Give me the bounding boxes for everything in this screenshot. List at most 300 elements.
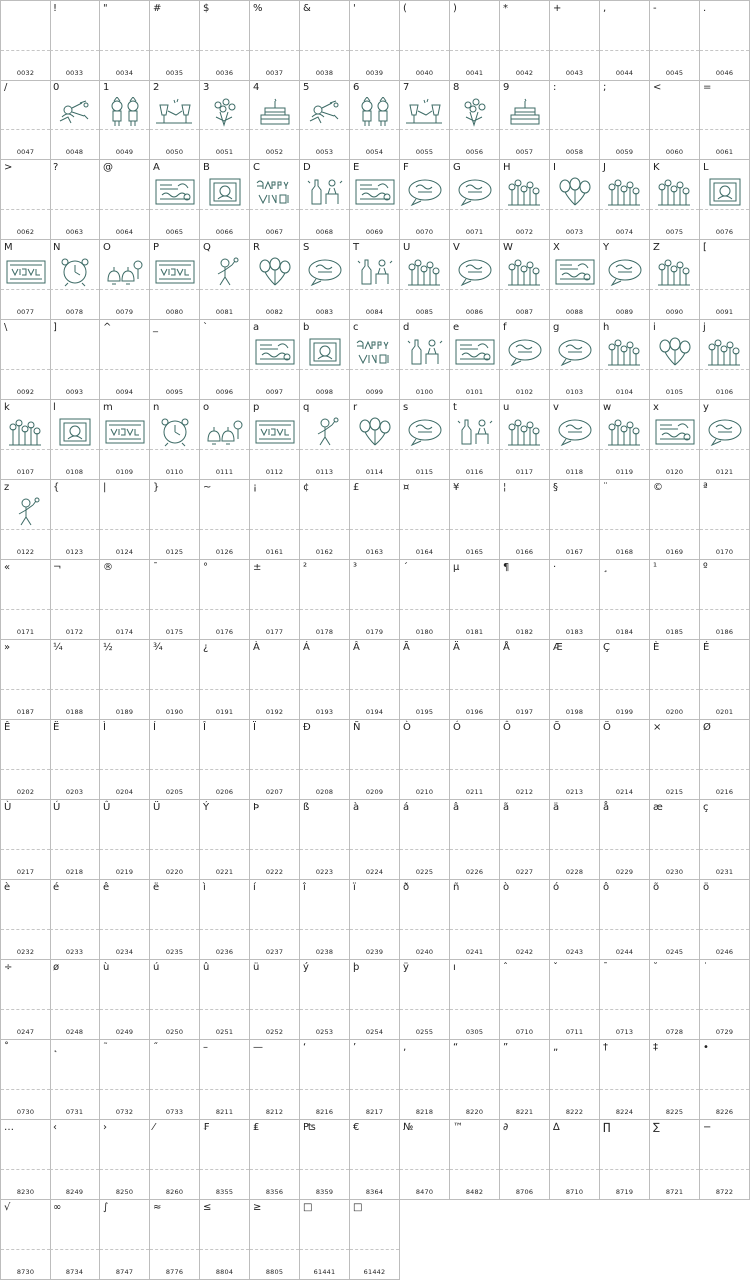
baseline-guide bbox=[50, 1249, 99, 1250]
glyph-cell bbox=[150, 480, 200, 560]
baseline-guide bbox=[50, 529, 99, 530]
cell-code: 0233 bbox=[65, 948, 84, 956]
baseline-guide bbox=[450, 529, 499, 530]
glyph-cell bbox=[350, 1120, 400, 1200]
baseline-guide bbox=[600, 929, 649, 930]
glyph-cell bbox=[400, 880, 450, 960]
cell-character: W bbox=[503, 242, 513, 253]
glyph-cell bbox=[200, 960, 250, 1040]
cell-character: □ bbox=[353, 1202, 363, 1213]
glyph-cell bbox=[100, 480, 150, 560]
glyph-cell bbox=[650, 480, 700, 560]
baseline-guide bbox=[300, 1249, 349, 1250]
baseline-guide bbox=[150, 1249, 199, 1250]
cell-character: Ê bbox=[4, 722, 11, 733]
cell-code: 0059 bbox=[615, 148, 634, 156]
cell-code: 0076 bbox=[715, 228, 734, 236]
cell-character: ⁄ bbox=[153, 1122, 155, 1133]
glyph-cell bbox=[200, 480, 250, 560]
bubble-illustration bbox=[404, 177, 446, 207]
baseline-guide bbox=[600, 849, 649, 850]
glyph-cell bbox=[0, 240, 51, 320]
cell-character: ~ bbox=[203, 482, 212, 493]
cell-code: 0244 bbox=[615, 948, 634, 956]
cell-code: 0189 bbox=[115, 708, 134, 716]
cell-character: J bbox=[603, 162, 606, 173]
cell-code: 0122 bbox=[16, 548, 35, 556]
cell-code: 0200 bbox=[665, 708, 684, 716]
cell-code: 0077 bbox=[16, 308, 35, 316]
baseline-guide bbox=[1, 1249, 50, 1250]
cell-character: ‚ bbox=[403, 1042, 407, 1053]
glyph-cell bbox=[600, 880, 650, 960]
cell-character: S bbox=[303, 242, 310, 253]
figure-illustration bbox=[304, 417, 346, 447]
glyph-cell bbox=[150, 880, 200, 960]
glyph-cell bbox=[200, 0, 250, 81]
cell-code: 0242 bbox=[515, 948, 534, 956]
glyph-cell bbox=[150, 560, 200, 640]
cell-code: 0223 bbox=[315, 868, 334, 876]
baseline-guide bbox=[600, 689, 649, 690]
glyph-cell bbox=[700, 880, 750, 960]
figure-illustration bbox=[5, 497, 47, 527]
cell-code: 0115 bbox=[415, 468, 434, 476]
baseline-guide bbox=[500, 609, 549, 610]
cell-character: & bbox=[303, 3, 311, 14]
cell-code: 0119 bbox=[615, 468, 634, 476]
glyph-cell bbox=[0, 560, 51, 640]
cell-code: 0232 bbox=[16, 948, 35, 956]
cell-code: 0111 bbox=[215, 468, 234, 476]
cell-character: ² bbox=[303, 562, 308, 573]
glyph-cell bbox=[50, 160, 100, 240]
cell-character: × bbox=[653, 722, 662, 733]
glyph-cell bbox=[650, 880, 700, 960]
cell-code: 0728 bbox=[665, 1028, 684, 1036]
glyph-cell bbox=[200, 160, 250, 240]
glyph-cell bbox=[150, 1120, 200, 1200]
glyph-cell bbox=[150, 1040, 200, 1120]
cell-code: 0191 bbox=[215, 708, 234, 716]
glyph-cell bbox=[50, 1120, 100, 1200]
baseline-guide bbox=[450, 369, 499, 370]
baseline-guide bbox=[400, 769, 449, 770]
cell-character: % bbox=[253, 3, 263, 14]
baseline-guide bbox=[650, 129, 699, 130]
cell-character: Ð bbox=[303, 722, 311, 733]
cell-character: v bbox=[553, 402, 559, 413]
cell-code: 0052 bbox=[265, 148, 284, 156]
glyph-cell bbox=[600, 960, 650, 1040]
cell-character: □ bbox=[303, 1202, 313, 1213]
cell-code: 0197 bbox=[515, 708, 534, 716]
glyph-cell bbox=[200, 800, 250, 880]
glyph-cell bbox=[250, 720, 300, 800]
card-illustration bbox=[554, 257, 596, 287]
cell-character: ÷ bbox=[4, 962, 13, 973]
baseline-guide bbox=[550, 50, 599, 51]
cell-code: 0070 bbox=[415, 228, 434, 236]
bubble-illustration bbox=[604, 257, 646, 287]
baseline-guide bbox=[350, 289, 399, 290]
glyph-cell bbox=[450, 160, 500, 240]
cell-code: 0091 bbox=[715, 308, 734, 316]
cell-code: 8364 bbox=[365, 1188, 384, 1196]
baseline-guide bbox=[250, 849, 299, 850]
cell-code: 0228 bbox=[565, 868, 584, 876]
baseline-guide bbox=[50, 449, 99, 450]
cell-character: r bbox=[353, 402, 358, 413]
baseline-guide bbox=[600, 209, 649, 210]
cell-code: 0072 bbox=[515, 228, 534, 236]
cell-code: 0058 bbox=[565, 148, 584, 156]
glyph-cell bbox=[0, 720, 51, 800]
glyph-cell bbox=[450, 880, 500, 960]
cell-code: 0219 bbox=[115, 868, 134, 876]
cell-code: 0114 bbox=[365, 468, 384, 476]
baseline-guide bbox=[650, 929, 699, 930]
cell-code: 0214 bbox=[615, 788, 634, 796]
baseline-guide bbox=[100, 769, 149, 770]
glyph-cell bbox=[50, 320, 100, 400]
baseline-guide bbox=[50, 1169, 99, 1170]
cell-character: Ï bbox=[253, 722, 256, 733]
glyph-cell bbox=[700, 80, 750, 160]
baseline-guide bbox=[650, 689, 699, 690]
glyph-cell bbox=[700, 0, 750, 81]
cell-character: æ bbox=[653, 802, 663, 813]
glyph-cell bbox=[200, 80, 250, 160]
cell-code: 0179 bbox=[365, 628, 384, 636]
cell-character: ¡ bbox=[253, 482, 258, 493]
cell-code: 0083 bbox=[315, 308, 334, 316]
cell-character: ¼ bbox=[53, 642, 63, 653]
baseline-guide bbox=[150, 449, 199, 450]
baseline-guide bbox=[150, 769, 199, 770]
cell-character: ÿ bbox=[403, 962, 409, 973]
baseline-guide bbox=[450, 289, 499, 290]
baseline-guide bbox=[100, 849, 149, 850]
frame-illustration bbox=[704, 177, 746, 207]
glyph-cell bbox=[650, 640, 700, 720]
cell-code: 0085 bbox=[415, 308, 434, 316]
cell-code: 8221 bbox=[515, 1108, 534, 1116]
cell-code: 0243 bbox=[565, 948, 584, 956]
cell-character: „ bbox=[553, 1042, 559, 1053]
baseline-guide bbox=[1, 50, 50, 51]
glyph-cell bbox=[600, 1040, 650, 1120]
baseline-guide bbox=[700, 209, 749, 210]
baseline-guide bbox=[250, 769, 299, 770]
party-illustration bbox=[654, 257, 696, 287]
baseline-guide bbox=[300, 529, 349, 530]
baseline-guide bbox=[650, 449, 699, 450]
baseline-guide bbox=[300, 609, 349, 610]
glyph-cell bbox=[200, 320, 250, 400]
cell-character: ™ bbox=[453, 1122, 463, 1133]
cell-character: 4 bbox=[253, 82, 260, 93]
cell-code: 0055 bbox=[415, 148, 434, 156]
glyph-cell bbox=[150, 320, 200, 400]
glyph-cell bbox=[100, 160, 150, 240]
cell-code: 0071 bbox=[465, 228, 484, 236]
baseline-guide bbox=[500, 50, 549, 51]
cell-code: 0067 bbox=[265, 228, 284, 236]
baseline-guide bbox=[600, 1169, 649, 1170]
baseline-guide bbox=[600, 129, 649, 130]
cell-code: 0731 bbox=[65, 1108, 84, 1116]
cell-character: G bbox=[453, 162, 461, 173]
glyph-cell bbox=[200, 1040, 250, 1120]
cell-character: V bbox=[453, 242, 460, 253]
baseline-guide bbox=[200, 129, 249, 130]
baseline-guide bbox=[600, 769, 649, 770]
cell-code: 0215 bbox=[665, 788, 684, 796]
cell-code: 0061 bbox=[715, 148, 734, 156]
baseline-guide bbox=[500, 1009, 549, 1010]
glyph-cell bbox=[650, 1040, 700, 1120]
cell-code: 8359 bbox=[315, 1188, 334, 1196]
baseline-guide bbox=[200, 689, 249, 690]
cell-code: 8217 bbox=[365, 1108, 384, 1116]
cell-character: Y bbox=[603, 242, 610, 253]
glyph-cell bbox=[300, 480, 350, 560]
baseline-guide bbox=[200, 1249, 249, 1250]
glyph-cell bbox=[0, 320, 51, 400]
glyph-cell bbox=[250, 1120, 300, 1200]
cell-character: Ñ bbox=[353, 722, 361, 733]
glyph-cell bbox=[600, 480, 650, 560]
cell-character: É bbox=[703, 642, 710, 653]
cell-character: À bbox=[253, 642, 260, 653]
cell-code: 0117 bbox=[515, 468, 534, 476]
cell-code: 8721 bbox=[665, 1188, 684, 1196]
cell-character: ¹ bbox=[653, 562, 658, 573]
cell-character: + bbox=[553, 3, 562, 14]
cell-character: ö bbox=[703, 882, 710, 893]
cell-code: 0065 bbox=[165, 228, 184, 236]
cell-character: , bbox=[603, 3, 607, 14]
glyph-cell bbox=[350, 480, 400, 560]
cell-character: ( bbox=[403, 3, 407, 14]
glyph-cell bbox=[250, 80, 300, 160]
cell-code: 0113 bbox=[315, 468, 334, 476]
cell-code: 0195 bbox=[415, 708, 434, 716]
glyph-cell bbox=[200, 1200, 250, 1280]
cell-character: = bbox=[703, 82, 712, 93]
glyph-cell bbox=[0, 80, 51, 160]
glyph-cell bbox=[700, 1120, 750, 1200]
glyph-cell bbox=[250, 560, 300, 640]
glyph-cell bbox=[100, 880, 150, 960]
cell-code: 8212 bbox=[265, 1108, 284, 1116]
cell-code: 0208 bbox=[315, 788, 334, 796]
baseline-guide bbox=[650, 1009, 699, 1010]
glyph-cell bbox=[250, 1040, 300, 1120]
baseline-guide bbox=[250, 609, 299, 610]
baseline-guide bbox=[150, 209, 199, 210]
cell-code: 0710 bbox=[515, 1028, 534, 1036]
baseline-guide bbox=[50, 129, 99, 130]
glyph-cell bbox=[650, 240, 700, 320]
baseline-guide bbox=[450, 129, 499, 130]
glyph-cell bbox=[700, 720, 750, 800]
baseline-guide bbox=[150, 929, 199, 930]
baseline-guide bbox=[550, 929, 599, 930]
glyph-cell bbox=[250, 240, 300, 320]
glyph-cell bbox=[0, 160, 51, 240]
cell-code: 0238 bbox=[315, 948, 334, 956]
cell-character: ˝ bbox=[153, 1042, 158, 1053]
glyph-cell bbox=[250, 400, 300, 480]
baseline-guide bbox=[300, 209, 349, 210]
baseline-guide bbox=[550, 609, 599, 610]
cell-code: 8722 bbox=[715, 1188, 734, 1196]
baseline-guide bbox=[400, 1009, 449, 1010]
glyph-cell bbox=[500, 80, 550, 160]
cell-character: w bbox=[603, 402, 612, 413]
glyph-cell bbox=[300, 320, 350, 400]
baseline-guide bbox=[300, 689, 349, 690]
baseline-guide bbox=[350, 129, 399, 130]
glyph-cell bbox=[500, 640, 550, 720]
baseline-guide bbox=[250, 689, 299, 690]
cell-code: 0172 bbox=[65, 628, 84, 636]
cell-character: ∂ bbox=[503, 1122, 509, 1133]
glyph-cell bbox=[700, 640, 750, 720]
baseline-guide bbox=[600, 50, 649, 51]
cell-character: È bbox=[653, 642, 660, 653]
glyph-cell bbox=[500, 160, 550, 240]
baseline-guide bbox=[650, 1169, 699, 1170]
glyph-cell bbox=[350, 560, 400, 640]
baseline-guide bbox=[550, 1089, 599, 1090]
cell-code: 0188 bbox=[65, 708, 84, 716]
baseline-guide bbox=[350, 769, 399, 770]
glyph-cell bbox=[550, 80, 600, 160]
glyph-cell bbox=[350, 880, 400, 960]
baseline-guide bbox=[400, 1169, 449, 1170]
baseline-guide bbox=[100, 209, 149, 210]
cell-character: ½ bbox=[103, 642, 113, 653]
cell-character: µ bbox=[453, 562, 460, 573]
bubble-illustration bbox=[554, 417, 596, 447]
cell-code: 0163 bbox=[365, 548, 384, 556]
glyph-cell bbox=[450, 480, 500, 560]
baseline-guide bbox=[1, 609, 50, 610]
cell-code: 0161 bbox=[265, 548, 284, 556]
glyph-cell bbox=[400, 240, 450, 320]
glyph-cell bbox=[0, 480, 51, 560]
cell-code: 0211 bbox=[465, 788, 484, 796]
cell-code: 0102 bbox=[515, 388, 534, 396]
glyph-cell bbox=[200, 240, 250, 320]
cell-code: 0057 bbox=[515, 148, 534, 156]
baseline-guide bbox=[150, 289, 199, 290]
cell-code: 0094 bbox=[115, 388, 134, 396]
cell-character: ß bbox=[303, 802, 310, 813]
glyph-cell bbox=[50, 880, 100, 960]
cell-character: ∑ bbox=[653, 1122, 660, 1133]
cell-character: N bbox=[53, 242, 61, 253]
glyph-cell bbox=[500, 320, 550, 400]
glyph-cell bbox=[550, 560, 600, 640]
glyph-cell bbox=[700, 560, 750, 640]
cell-character: ˚ bbox=[4, 1042, 9, 1053]
baseline-guide bbox=[500, 689, 549, 690]
cell-character: O bbox=[103, 242, 111, 253]
card-illustration bbox=[354, 177, 396, 207]
cell-character: Þ bbox=[253, 802, 260, 813]
cell-character: \ bbox=[4, 322, 8, 333]
glyph-cell bbox=[0, 880, 51, 960]
glyph-cell bbox=[550, 1120, 600, 1200]
glyph-cell bbox=[400, 160, 450, 240]
cell-code: 8260 bbox=[165, 1188, 184, 1196]
glyph-cell bbox=[150, 800, 200, 880]
glyph-cell bbox=[500, 480, 550, 560]
baseline-guide bbox=[350, 369, 399, 370]
baseline-guide bbox=[300, 1089, 349, 1090]
cell-character: ¤ bbox=[403, 482, 410, 493]
bubble-illustration bbox=[404, 417, 446, 447]
cell-code: 8225 bbox=[665, 1108, 684, 1116]
baseline-guide bbox=[250, 1009, 299, 1010]
cell-character: 8 bbox=[453, 82, 460, 93]
baseline-guide bbox=[700, 369, 749, 370]
cell-character: u bbox=[503, 402, 510, 413]
cell-code: 0216 bbox=[715, 788, 734, 796]
cell-code: 8805 bbox=[265, 1268, 284, 1276]
baseline-guide bbox=[200, 849, 249, 850]
cell-code: 0194 bbox=[365, 708, 384, 716]
cell-character: p bbox=[253, 402, 260, 413]
banner-illustration bbox=[154, 257, 196, 287]
glyph-cell bbox=[250, 160, 300, 240]
glyph-cell bbox=[100, 560, 150, 640]
cell-character: D bbox=[303, 162, 311, 173]
glyph-cell bbox=[100, 0, 150, 81]
baseline-guide bbox=[650, 369, 699, 370]
baseline-guide bbox=[50, 849, 99, 850]
cell-code: 0038 bbox=[315, 69, 334, 77]
baseline-guide bbox=[500, 1169, 549, 1170]
cell-code: 0234 bbox=[115, 948, 134, 956]
cell-code: 0202 bbox=[16, 788, 35, 796]
cell-character: Q bbox=[203, 242, 211, 253]
cell-character: i bbox=[653, 322, 656, 333]
cell-character: M bbox=[4, 242, 13, 253]
glyph-cell bbox=[250, 0, 300, 81]
glyph-cell bbox=[650, 80, 700, 160]
baseline-guide bbox=[100, 1089, 149, 1090]
cell-code: 0104 bbox=[615, 388, 634, 396]
glyph-cell bbox=[300, 1120, 350, 1200]
glyph-cell bbox=[100, 640, 150, 720]
cell-code: 8470 bbox=[415, 1188, 434, 1196]
glyph-cell bbox=[350, 400, 400, 480]
cell-character: è bbox=[4, 882, 11, 893]
cell-code: 0182 bbox=[515, 628, 534, 636]
baseline-guide bbox=[450, 1009, 499, 1010]
glyph-cell bbox=[350, 960, 400, 1040]
baseline-guide bbox=[100, 129, 149, 130]
glyph-cell bbox=[50, 1040, 100, 1120]
cell-character: ; bbox=[603, 82, 607, 93]
glyph-cell bbox=[200, 880, 250, 960]
cell-character: ₤ bbox=[253, 1122, 260, 1133]
